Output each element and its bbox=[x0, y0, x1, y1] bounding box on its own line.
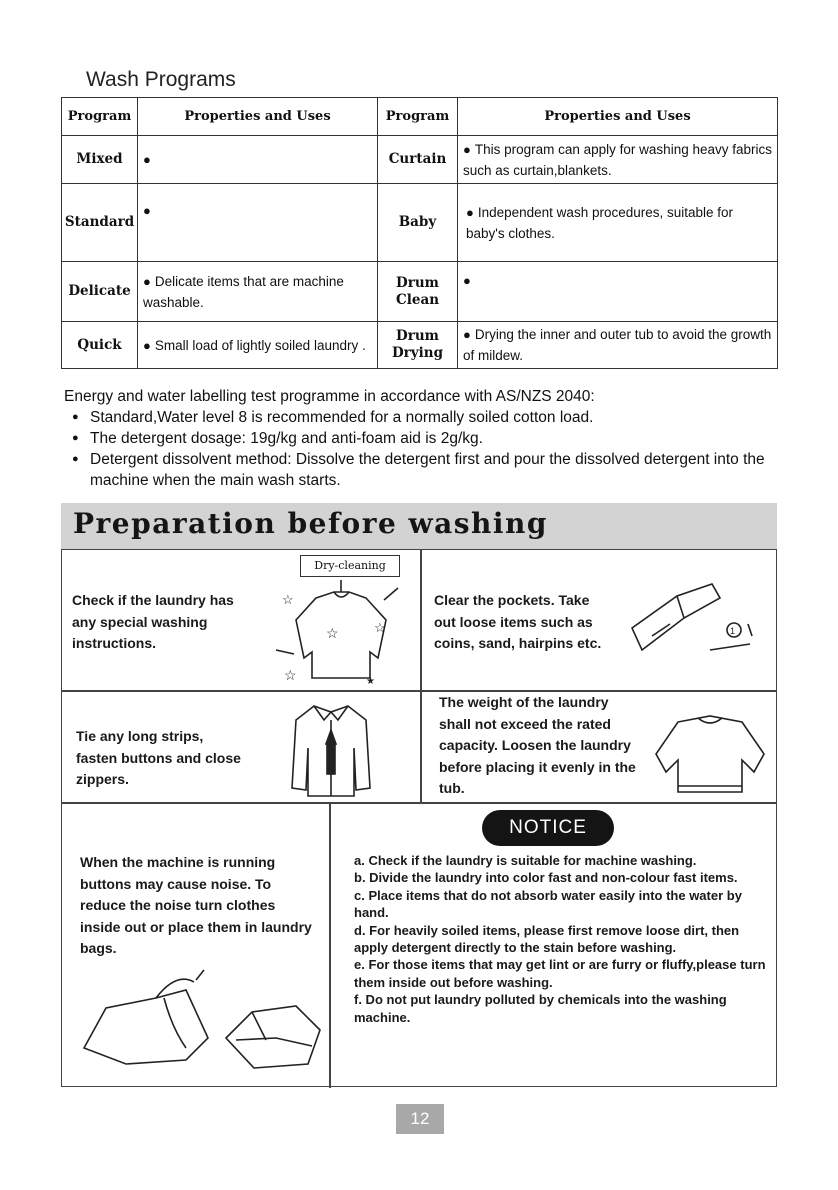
svg-text:★: ★ bbox=[366, 676, 375, 687]
divider bbox=[420, 550, 422, 802]
program-name: Standard bbox=[62, 184, 138, 262]
energy-labelling-section bbox=[64, 386, 784, 491]
header-properties-left: Properties and Uses bbox=[138, 98, 378, 136]
list-item: f. Do not put laundry polluted by chemicals into the washing machine. bbox=[354, 992, 727, 1025]
program-name: Quick bbox=[62, 322, 138, 369]
bullet-icon: ● bbox=[463, 273, 471, 288]
svg-text:☆: ☆ bbox=[282, 592, 294, 607]
section-heading: Preparation before washing bbox=[73, 507, 548, 540]
header-program-right: Program bbox=[378, 98, 458, 136]
svg-text:☆: ☆ bbox=[374, 620, 386, 635]
list-item: a. Check if the laundry is suitable for machine washing. bbox=[354, 853, 697, 868]
header-program-left: Program bbox=[62, 98, 138, 136]
program-desc: ● Independent wash procedures, suitable for baby's clothes. bbox=[458, 184, 778, 262]
divider bbox=[62, 802, 776, 804]
notice-badge: NOTICE bbox=[482, 810, 614, 846]
dry-cleaning-label: Dry-cleaning bbox=[300, 555, 400, 577]
table-header-row bbox=[62, 98, 778, 136]
program-desc: ● Small load of lightly soiled laundry . bbox=[138, 322, 378, 369]
list-item: e. For those items that may get lint or are furry or fluffy,please turn them inside out before washing. bbox=[354, 957, 766, 990]
preparation-header bbox=[61, 503, 777, 549]
table-row bbox=[62, 184, 778, 262]
notice-list bbox=[354, 852, 766, 1026]
pants-pocket-icon bbox=[622, 578, 767, 668]
list-item: ● The detergent dosage: 19g/kg and anti-foam aid is 2g/kg. bbox=[70, 428, 784, 449]
program-name: Drum Drying bbox=[378, 322, 458, 369]
list-item: ● Standard,Water level 8 is recommended for a normally soiled cotton load. bbox=[70, 407, 784, 428]
page-title: Wash Programs bbox=[86, 68, 236, 91]
laundry-bags-icon bbox=[76, 968, 326, 1083]
bullet-icon: ● bbox=[466, 204, 474, 220]
wash-programs-table bbox=[61, 97, 778, 369]
program-name: Curtain bbox=[378, 136, 458, 184]
svg-text:1: 1 bbox=[730, 626, 736, 636]
energy-list bbox=[70, 407, 784, 491]
list-item: d. For heavily soiled items, please first remove loose dirt, then apply detergent directly to the stain before washing. bbox=[354, 922, 740, 956]
divider bbox=[329, 802, 331, 1088]
svg-text:☆: ☆ bbox=[326, 625, 339, 641]
program-desc bbox=[458, 262, 778, 322]
bullet-icon: ● bbox=[143, 273, 151, 289]
shirt-buttons-icon bbox=[286, 700, 376, 798]
list-item: ● Detergent dissolvent method: Dissolve the detergent first and pour the dissolved detergent into the machine when the main wash starts. bbox=[70, 449, 784, 491]
program-name: Mixed bbox=[62, 136, 138, 184]
header-properties-right: Properties and Uses bbox=[458, 98, 778, 136]
bullet-icon: ● bbox=[143, 203, 151, 218]
page-number: 12 bbox=[396, 1104, 444, 1134]
program-desc: ● Drying the inner and outer tub to avoid the growth of mildew. bbox=[458, 322, 778, 369]
tie-strips-text: Tie any long strips, fasten buttons and close zippers. bbox=[76, 728, 241, 787]
divider bbox=[62, 690, 776, 692]
program-name: Delicate bbox=[62, 262, 138, 322]
table-row bbox=[62, 136, 778, 184]
bullet-icon: ● bbox=[463, 327, 471, 342]
sweater-care-label-icon bbox=[274, 580, 409, 685]
program-desc: ● This program can apply for washing heavy fabrics such as curtain,blankets. bbox=[458, 136, 778, 184]
svg-text:☆: ☆ bbox=[284, 667, 297, 683]
check-instructions-text: Check if the laundry has any special washing instructions. bbox=[72, 592, 234, 651]
energy-intro: Energy and water labelling test programme in accordance with AS/NZS 2040: bbox=[64, 388, 595, 405]
bullet-icon: ● bbox=[143, 337, 151, 353]
table-row bbox=[62, 262, 778, 322]
weight-text: The weight of the laundry shall not exceed the rated capacity. Loosen the laundry before placing it evenly in the tub. bbox=[439, 694, 636, 796]
list-item: c. Place items that do not absorb water easily into the water by hand. bbox=[354, 887, 742, 921]
program-name: Baby bbox=[378, 184, 458, 262]
bullet-icon: ● bbox=[463, 141, 471, 157]
program-name: Drum Clean bbox=[378, 262, 458, 322]
program-desc bbox=[138, 184, 378, 262]
clear-pockets-text: Clear the pockets. Take out loose items such as coins, sand, hairpins etc. bbox=[434, 592, 602, 651]
table-row bbox=[62, 322, 778, 369]
program-desc bbox=[138, 136, 378, 184]
bullet-icon: ● bbox=[143, 152, 151, 167]
list-item: b. Divide the laundry into color fast and non-colour fast items. bbox=[354, 870, 738, 886]
program-desc: ● Delicate items that are machine washable. bbox=[138, 262, 378, 322]
noise-text: When the machine is running buttons may cause noise. To reduce the noise turn clothes inside out or place them in laundry bags. bbox=[80, 854, 312, 956]
sweater-icon bbox=[650, 710, 770, 796]
preparation-grid bbox=[61, 549, 777, 1087]
